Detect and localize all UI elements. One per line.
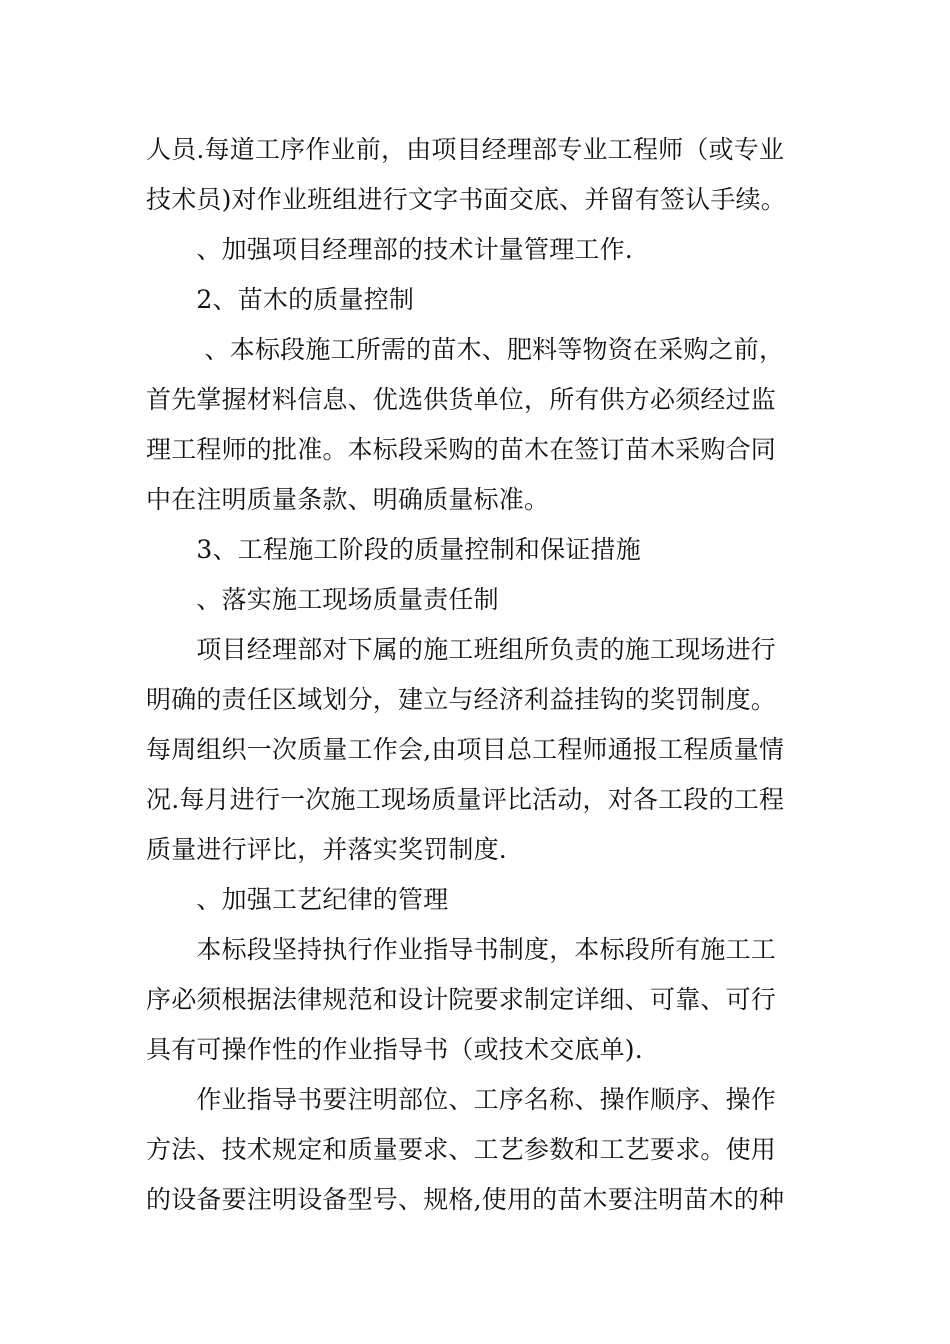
text-line: 首先掌握材料信息、优选供货单位，所有供方必须经过监 — [146, 385, 777, 414]
text-line: 中在注明质量条款、明确质量标准。 — [146, 485, 550, 514]
text-line: 序必须根据法律规范和设计院要求制定详细、可靠、可行 — [146, 985, 777, 1014]
text-line: 质量进行评比，并落实奖罚制度. — [146, 835, 507, 864]
text-line: 本标段坚持执行作业指导书制度，本标段所有施工工 — [146, 935, 777, 964]
text-line: 具有可操作性的作业指导书（或技术交底单). — [146, 1035, 643, 1064]
text-line: 、落实施工现场质量责任制 — [146, 585, 499, 614]
section-heading: 2、苗木的质量控制 — [146, 285, 415, 314]
text-line: 每周组织一次质量工作会,由项目总工程师通报工程质量情 — [146, 735, 785, 764]
section-heading: 3、工程施工阶段的质量控制和保证措施 — [146, 535, 641, 564]
text-line: 明确的责任区域划分，建立与经济利益挂钩的奖罚制度。 — [146, 685, 777, 714]
text-line: 作业指导书要注明部位、工序名称、操作顺序、操作 — [146, 1085, 777, 1114]
text-line: 人员.每道工序作业前，由项目经理部专业工程师（或专业 — [146, 135, 785, 164]
text-line: 的设备要注明设备型号、规格,使用的苗木要注明苗木的种 — [146, 1185, 785, 1214]
text-line: 况.每月进行一次施工现场质量评比活动，对各工段的工程 — [146, 785, 785, 814]
text-line: 、加强项目经理部的技术计量管理工作. — [146, 235, 633, 264]
text-line: 项目经理部对下属的施工班组所负责的施工现场进行 — [146, 635, 777, 664]
text-line: 、本标段施工所需的苗木、肥料等物资在采购之前， — [146, 335, 785, 364]
text-line: 方法、技术规定和质量要求、工艺参数和工艺要求。使用 — [146, 1135, 777, 1164]
text-line: 理工程师的批准。本标段采购的苗木在签订苗木采购合同 — [146, 435, 777, 464]
text-line: 、加强工艺纪律的管理 — [146, 885, 449, 914]
text-line: 技术员)对作业班组进行文字书面交底、并留有签认手续。 — [146, 185, 786, 214]
